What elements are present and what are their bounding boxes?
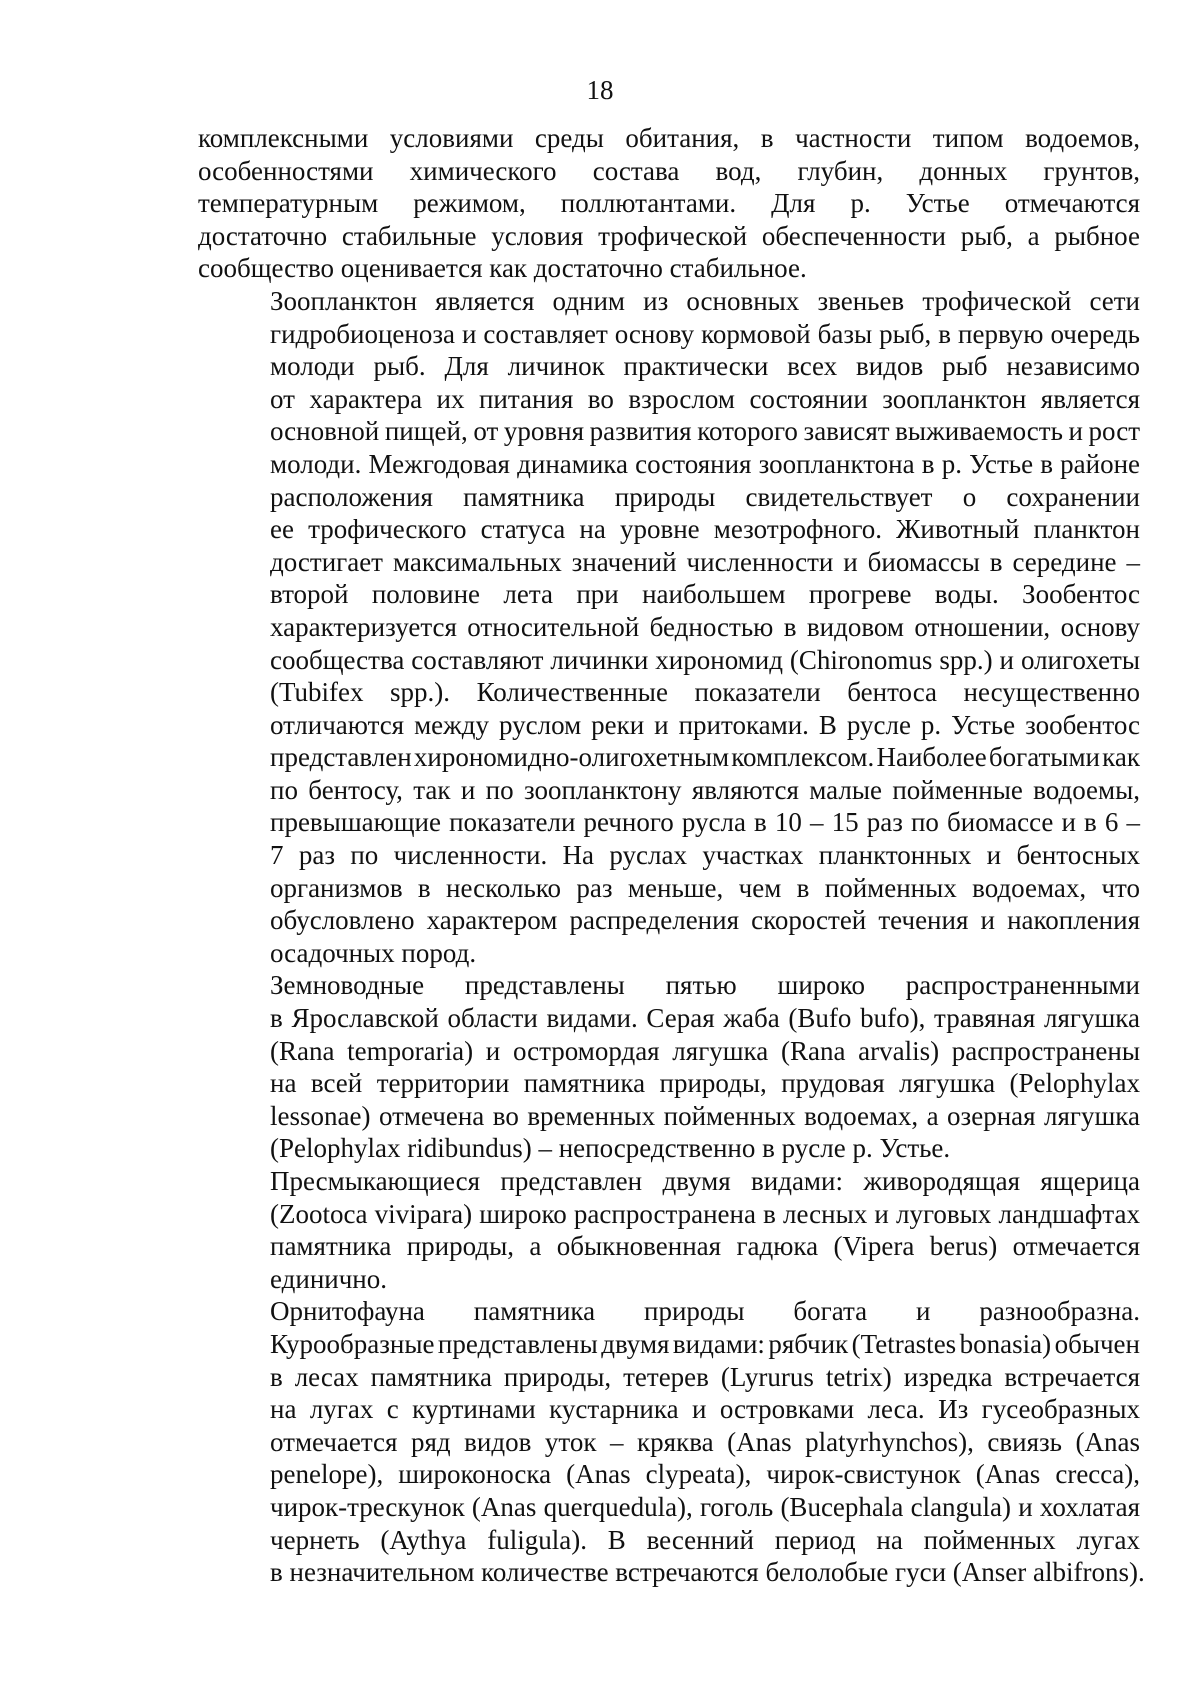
paragraph-4	[198, 1165, 1140, 1295]
paragraph-2	[198, 285, 1140, 969]
text-line: Курообразные представлены двумя видами: рябчик (Tetrastes bonasia) обычен	[270, 1328, 1140, 1359]
text-line: Пресмыкающиеся представлен двумя видами: живородящая ящерица	[270, 1166, 1140, 1196]
text-line: чернеть (Aythya fuligula). В весенний период на пойменных лугах	[270, 1524, 1140, 1555]
text-line: сообщество оценивается как достаточно стабильное.	[198, 253, 807, 284]
text-line: (Zootoca vivipara) широко распространена в лесных и луговых ландшафтах	[270, 1198, 1140, 1229]
text-line: в Ярославской области видами. Серая жаба (Bufo bufo), травяная лягушка	[270, 1003, 1140, 1034]
text-line: на всей территории памятника природы, прудовая лягушка (Pelophylax	[270, 1068, 1140, 1099]
text-line: представлен хирономидно-олигохетным комплексом. Наиболее богатыми как	[270, 742, 1140, 773]
text-line: по бентосу, так и по зоопланктону являются малые пойменные водоемы,	[270, 774, 1140, 805]
text-line: особенностями химического состава вод, глубин, донных грунтов,	[198, 155, 1140, 186]
text-line: lessonae) отмечена во временных пойменных водоемах, а озерная лягушка	[270, 1100, 1140, 1131]
text-line: достигает максимальных значений численности и биомассы в середине –	[270, 546, 1140, 577]
text-line: превышающие показатели речного русла в 10 – 15 раз по биомассе и в 6 –	[270, 807, 1140, 838]
text-line: памятника природы, а обыкновенная гадюка (Vipera berus) отмечается	[270, 1231, 1140, 1262]
text-line: ее трофического статуса на уровне мезотрофного. Животный планктон	[270, 514, 1140, 545]
text-line: от характера их питания во взрослом состоянии зоопланктон является	[270, 383, 1140, 414]
text-line: достаточно стабильные условия трофической обеспеченности рыб, а рыбное	[198, 220, 1140, 251]
text-line: сообщества составляют личинки хирономид (Chironomus spp.) и олигохеты	[270, 644, 1140, 675]
document-body	[198, 122, 1145, 1589]
text-line: молоди. Межгодовая динамика состояния зоопланктона в р. Устье в районе	[270, 448, 1140, 479]
text-line: penelope), широконоска (Anas clypeata), чирок-свистунок (Anas crecca),	[270, 1459, 1140, 1490]
text-line: в лесах памятника природы, тетерев (Lyrurus tetrix) изредка встречается	[270, 1361, 1140, 1392]
text-line: комплексными условиями среды обитания, в частности типом водоемов,	[198, 123, 1140, 153]
text-line: (Tubifex spp.). Количественные показатели бентоса несущественно	[270, 677, 1140, 708]
text-line: Земноводные представлены пятью широко распространенными	[270, 970, 1140, 1001]
text-line: чирок-трескунок (Anas querquedula), гоголь (Bucephala clangula) и хохлатая	[270, 1491, 1140, 1522]
text-line: Орнитофауна памятника природы богата и разнообразна.	[270, 1296, 1140, 1327]
text-line: молоди рыб. Для личинок практически всех видов рыб независимо	[270, 351, 1140, 382]
paragraph-1	[198, 122, 1140, 285]
text-line: единично.	[270, 1263, 387, 1294]
text-line: организмов в несколько раз меньше, чем в пойменных водоемах, что	[270, 872, 1140, 903]
text-line: осадочных пород.	[270, 937, 477, 968]
text-line: Зоопланктон является одним из основных звеньев трофической сети	[270, 285, 1140, 316]
text-line: 7 раз по численности. На руслах участках планктонных и бентосных	[270, 840, 1140, 871]
page-number: 18	[586, 75, 614, 105]
text-line: второй половине лета при наибольшем прогреве воды. Зообентос	[270, 579, 1140, 610]
text-line: (Rana temporaria) и остромордая лягушка (Rana arvalis) распространены	[270, 1035, 1140, 1066]
text-line: отмечается ряд видов уток – кряква (Anas platyrhynchos), свиязь (Anas	[270, 1426, 1140, 1457]
text-line: в незначительном количестве встречаются белолобые гуси (Anser albifrons).	[270, 1557, 1145, 1588]
text-line: (Pelophylax ridibundus) – непосредственно в русле р. Устье.	[270, 1133, 951, 1164]
text-line: отличаются между руслом реки и притоками. В русле р. Устье зообентос	[270, 709, 1140, 740]
text-line: основной пищей, от уровня развития которого зависят выживаемость и рост	[270, 416, 1140, 447]
text-line: обусловлено характером распределения скоростей течения и накопления	[270, 905, 1140, 936]
paragraph-5	[198, 1295, 1145, 1588]
text-line: на лугах с куртинами кустарника и островками леса. Из гусеобразных	[270, 1394, 1140, 1425]
text-line: расположения памятника природы свидетельствует о сохранении	[270, 481, 1140, 512]
text-line: температурным режимом, поллютантами. Для р. Устье отмечаются	[198, 188, 1140, 219]
paragraph-3	[198, 969, 1140, 1165]
text-line: гидробиоценоза и составляет основу кормовой базы рыб, в первую очередь	[270, 318, 1140, 349]
text-line: характеризуется относительной бедностью в видовом отношении, основу	[270, 611, 1140, 642]
